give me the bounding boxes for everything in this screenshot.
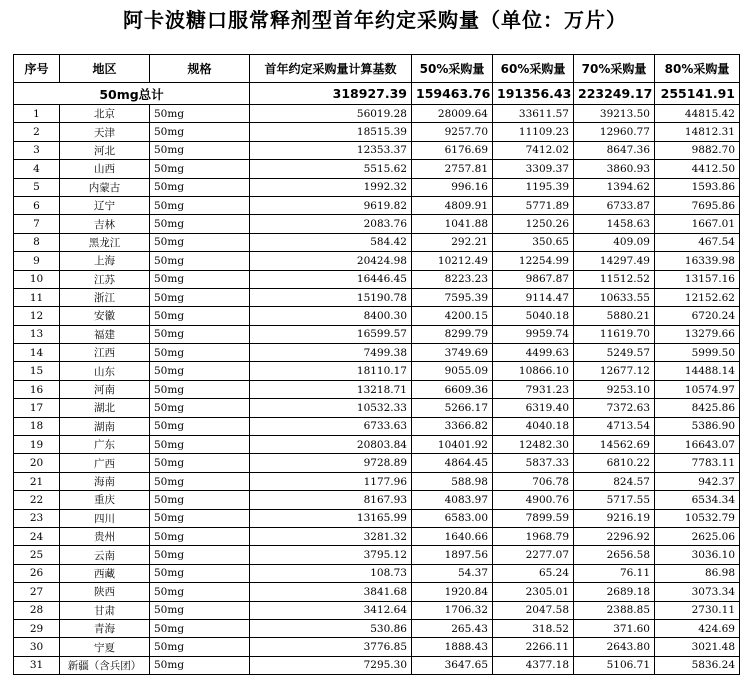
cell-index: 27 bbox=[14, 583, 60, 601]
cell-region: 江西 bbox=[60, 344, 150, 362]
cell-region: 湖北 bbox=[60, 399, 150, 417]
table-row bbox=[14, 288, 740, 306]
cell-spec: 50mg bbox=[150, 233, 250, 251]
cell-region: 湖南 bbox=[60, 417, 150, 435]
cell-80-percent: 424.69 bbox=[655, 619, 740, 637]
cell-50-percent: 996.16 bbox=[412, 178, 493, 196]
cell-70-percent: 3860.93 bbox=[574, 160, 655, 178]
cell-80-percent: 2730.11 bbox=[655, 601, 740, 619]
header-80-percent: 80%采购量 bbox=[655, 55, 740, 83]
table-row bbox=[14, 380, 740, 398]
cell-region: 福建 bbox=[60, 325, 150, 343]
table-row bbox=[14, 583, 740, 601]
cell-70-percent: 7372.63 bbox=[574, 399, 655, 417]
cell-region: 陕西 bbox=[60, 583, 150, 601]
cell-80-percent: 1667.01 bbox=[655, 215, 740, 233]
cell-index: 28 bbox=[14, 601, 60, 619]
cell-60-percent: 10866.10 bbox=[493, 362, 574, 380]
total-80-percent: 255141.91 bbox=[655, 83, 740, 105]
cell-70-percent: 2689.18 bbox=[574, 583, 655, 601]
cell-spec: 50mg bbox=[150, 656, 250, 674]
cell-spec: 50mg bbox=[150, 270, 250, 288]
cell-60-percent: 2047.58 bbox=[493, 601, 574, 619]
cell-70-percent: 8647.36 bbox=[574, 141, 655, 159]
cell-60-percent: 11109.23 bbox=[493, 123, 574, 141]
cell-base-quantity: 9728.89 bbox=[250, 454, 412, 472]
cell-70-percent: 9253.10 bbox=[574, 380, 655, 398]
table-row bbox=[14, 509, 740, 527]
cell-70-percent: 2656.58 bbox=[574, 546, 655, 564]
cell-index: 6 bbox=[14, 196, 60, 214]
cell-80-percent: 4412.50 bbox=[655, 160, 740, 178]
table-row bbox=[14, 491, 740, 509]
cell-spec: 50mg bbox=[150, 252, 250, 270]
table-row bbox=[14, 233, 740, 251]
table-row bbox=[14, 307, 740, 325]
cell-region: 新疆（含兵团） bbox=[60, 656, 150, 674]
cell-60-percent: 4040.18 bbox=[493, 417, 574, 435]
cell-spec: 50mg bbox=[150, 399, 250, 417]
cell-60-percent: 318.52 bbox=[493, 619, 574, 637]
cell-base-quantity: 6733.63 bbox=[250, 417, 412, 435]
table-row bbox=[14, 123, 740, 141]
cell-region: 河南 bbox=[60, 380, 150, 398]
cell-index: 9 bbox=[14, 252, 60, 270]
cell-60-percent: 33611.57 bbox=[493, 105, 574, 123]
total-70-percent: 223249.17 bbox=[574, 83, 655, 105]
cell-80-percent: 14488.14 bbox=[655, 362, 740, 380]
cell-80-percent: 3021.48 bbox=[655, 638, 740, 656]
cell-70-percent: 39213.50 bbox=[574, 105, 655, 123]
cell-index: 17 bbox=[14, 399, 60, 417]
cell-region: 重庆 bbox=[60, 491, 150, 509]
cell-70-percent: 2388.85 bbox=[574, 601, 655, 619]
cell-80-percent: 6720.24 bbox=[655, 307, 740, 325]
header-spec: 规格 bbox=[150, 55, 250, 83]
cell-spec: 50mg bbox=[150, 583, 250, 601]
cell-index: 1 bbox=[14, 105, 60, 123]
cell-80-percent: 3036.10 bbox=[655, 546, 740, 564]
table-row bbox=[14, 178, 740, 196]
cell-50-percent: 8299.79 bbox=[412, 325, 493, 343]
cell-spec: 50mg bbox=[150, 196, 250, 214]
cell-spec: 50mg bbox=[150, 380, 250, 398]
cell-60-percent: 1195.39 bbox=[493, 178, 574, 196]
cell-70-percent: 11619.70 bbox=[574, 325, 655, 343]
cell-50-percent: 5266.17 bbox=[412, 399, 493, 417]
total-60-percent: 191356.43 bbox=[493, 83, 574, 105]
table-row bbox=[14, 638, 740, 656]
cell-50-percent: 1897.56 bbox=[412, 546, 493, 564]
header-index: 序号 bbox=[14, 55, 60, 83]
cell-region: 山西 bbox=[60, 160, 150, 178]
table-row bbox=[14, 619, 740, 637]
cell-region: 天津 bbox=[60, 123, 150, 141]
cell-70-percent: 9216.19 bbox=[574, 509, 655, 527]
cell-70-percent: 824.57 bbox=[574, 472, 655, 490]
table-row bbox=[14, 454, 740, 472]
cell-70-percent: 6810.22 bbox=[574, 454, 655, 472]
cell-50-percent: 6583.00 bbox=[412, 509, 493, 527]
table-row bbox=[14, 436, 740, 454]
header-base-quantity: 首年约定采购量计算基数 bbox=[250, 55, 412, 83]
header-60-percent: 60%采购量 bbox=[493, 55, 574, 83]
cell-70-percent: 5880.21 bbox=[574, 307, 655, 325]
cell-index: 2 bbox=[14, 123, 60, 141]
cell-80-percent: 3073.34 bbox=[655, 583, 740, 601]
table-row bbox=[14, 527, 740, 545]
cell-index: 18 bbox=[14, 417, 60, 435]
cell-index: 20 bbox=[14, 454, 60, 472]
table-row bbox=[14, 105, 740, 123]
cell-60-percent: 5771.89 bbox=[493, 196, 574, 214]
cell-index: 12 bbox=[14, 307, 60, 325]
cell-80-percent: 14812.31 bbox=[655, 123, 740, 141]
table-row bbox=[14, 141, 740, 159]
cell-index: 5 bbox=[14, 178, 60, 196]
cell-50-percent: 265.43 bbox=[412, 619, 493, 637]
cell-80-percent: 7783.11 bbox=[655, 454, 740, 472]
cell-index: 26 bbox=[14, 564, 60, 582]
cell-50-percent: 2757.81 bbox=[412, 160, 493, 178]
cell-index: 22 bbox=[14, 491, 60, 509]
cell-80-percent: 10574.97 bbox=[655, 380, 740, 398]
cell-base-quantity: 8167.93 bbox=[250, 491, 412, 509]
cell-region: 辽宁 bbox=[60, 196, 150, 214]
cell-50-percent: 1640.66 bbox=[412, 527, 493, 545]
cell-50-percent: 9257.70 bbox=[412, 123, 493, 141]
cell-index: 30 bbox=[14, 638, 60, 656]
cell-80-percent: 942.37 bbox=[655, 472, 740, 490]
cell-80-percent: 86.98 bbox=[655, 564, 740, 582]
cell-spec: 50mg bbox=[150, 509, 250, 527]
total-base-quantity: 318927.39 bbox=[250, 83, 412, 105]
cell-region: 宁夏 bbox=[60, 638, 150, 656]
cell-50-percent: 3647.65 bbox=[412, 656, 493, 674]
cell-base-quantity: 18110.17 bbox=[250, 362, 412, 380]
cell-50-percent: 588.98 bbox=[412, 472, 493, 490]
table-row bbox=[14, 546, 740, 564]
cell-70-percent: 76.11 bbox=[574, 564, 655, 582]
cell-80-percent: 13279.66 bbox=[655, 325, 740, 343]
cell-spec: 50mg bbox=[150, 160, 250, 178]
cell-base-quantity: 3412.64 bbox=[250, 601, 412, 619]
cell-spec: 50mg bbox=[150, 288, 250, 306]
cell-50-percent: 10401.92 bbox=[412, 436, 493, 454]
cell-spec: 50mg bbox=[150, 178, 250, 196]
cell-index: 14 bbox=[14, 344, 60, 362]
cell-spec: 50mg bbox=[150, 436, 250, 454]
table-row bbox=[14, 472, 740, 490]
cell-spec: 50mg bbox=[150, 325, 250, 343]
cell-index: 16 bbox=[14, 380, 60, 398]
cell-region: 山东 bbox=[60, 362, 150, 380]
cell-base-quantity: 20803.84 bbox=[250, 436, 412, 454]
cell-50-percent: 1041.88 bbox=[412, 215, 493, 233]
cell-base-quantity: 1992.32 bbox=[250, 178, 412, 196]
cell-region: 云南 bbox=[60, 546, 150, 564]
cell-index: 4 bbox=[14, 160, 60, 178]
cell-spec: 50mg bbox=[150, 105, 250, 123]
table-row bbox=[14, 564, 740, 582]
cell-70-percent: 2296.92 bbox=[574, 527, 655, 545]
cell-60-percent: 4900.76 bbox=[493, 491, 574, 509]
cell-spec: 50mg bbox=[150, 564, 250, 582]
cell-base-quantity: 2083.76 bbox=[250, 215, 412, 233]
cell-base-quantity: 5515.62 bbox=[250, 160, 412, 178]
cell-60-percent: 6319.40 bbox=[493, 399, 574, 417]
cell-50-percent: 292.21 bbox=[412, 233, 493, 251]
cell-50-percent: 4083.97 bbox=[412, 491, 493, 509]
cell-base-quantity: 3776.85 bbox=[250, 638, 412, 656]
cell-region: 江苏 bbox=[60, 270, 150, 288]
cell-index: 24 bbox=[14, 527, 60, 545]
cell-region: 上海 bbox=[60, 252, 150, 270]
header-70-percent: 70%采购量 bbox=[574, 55, 655, 83]
cell-70-percent: 1458.63 bbox=[574, 215, 655, 233]
cell-80-percent: 16339.98 bbox=[655, 252, 740, 270]
cell-60-percent: 5837.33 bbox=[493, 454, 574, 472]
cell-80-percent: 13157.16 bbox=[655, 270, 740, 288]
cell-index: 19 bbox=[14, 436, 60, 454]
cell-80-percent: 2625.06 bbox=[655, 527, 740, 545]
cell-base-quantity: 13218.71 bbox=[250, 380, 412, 398]
cell-index: 15 bbox=[14, 362, 60, 380]
cell-70-percent: 6733.87 bbox=[574, 196, 655, 214]
cell-50-percent: 4200.15 bbox=[412, 307, 493, 325]
cell-60-percent: 9867.87 bbox=[493, 270, 574, 288]
cell-60-percent: 12482.30 bbox=[493, 436, 574, 454]
table-row bbox=[14, 160, 740, 178]
table-row bbox=[14, 196, 740, 214]
cell-base-quantity: 15190.78 bbox=[250, 288, 412, 306]
cell-spec: 50mg bbox=[150, 601, 250, 619]
cell-base-quantity: 18515.39 bbox=[250, 123, 412, 141]
cell-60-percent: 2266.11 bbox=[493, 638, 574, 656]
cell-spec: 50mg bbox=[150, 141, 250, 159]
cell-spec: 50mg bbox=[150, 491, 250, 509]
cell-region: 安徽 bbox=[60, 307, 150, 325]
cell-50-percent: 4809.91 bbox=[412, 196, 493, 214]
cell-60-percent: 9114.47 bbox=[493, 288, 574, 306]
cell-80-percent: 467.54 bbox=[655, 233, 740, 251]
cell-base-quantity: 530.86 bbox=[250, 619, 412, 637]
cell-50-percent: 6609.36 bbox=[412, 380, 493, 398]
cell-spec: 50mg bbox=[150, 454, 250, 472]
cell-50-percent: 9055.09 bbox=[412, 362, 493, 380]
cell-70-percent: 409.09 bbox=[574, 233, 655, 251]
cell-60-percent: 1250.26 bbox=[493, 215, 574, 233]
cell-70-percent: 1394.62 bbox=[574, 178, 655, 196]
table-row bbox=[14, 344, 740, 362]
cell-70-percent: 5717.55 bbox=[574, 491, 655, 509]
cell-base-quantity: 7499.38 bbox=[250, 344, 412, 362]
cell-region: 广西 bbox=[60, 454, 150, 472]
cell-index: 25 bbox=[14, 546, 60, 564]
cell-50-percent: 7595.39 bbox=[412, 288, 493, 306]
page-title: 阿卡波糖口服常释剂型首年约定采购量（单位：万片） bbox=[123, 8, 627, 32]
total-label: 50mg总计 bbox=[14, 83, 250, 105]
cell-70-percent: 12960.77 bbox=[574, 123, 655, 141]
cell-60-percent: 65.24 bbox=[493, 564, 574, 582]
cell-region: 北京 bbox=[60, 105, 150, 123]
cell-50-percent: 1888.43 bbox=[412, 638, 493, 656]
cell-70-percent: 14562.69 bbox=[574, 436, 655, 454]
cell-70-percent: 371.60 bbox=[574, 619, 655, 637]
table-body bbox=[14, 105, 740, 675]
cell-spec: 50mg bbox=[150, 417, 250, 435]
procurement-table bbox=[13, 54, 740, 675]
cell-50-percent: 54.37 bbox=[412, 564, 493, 582]
cell-index: 13 bbox=[14, 325, 60, 343]
cell-base-quantity: 3281.32 bbox=[250, 527, 412, 545]
cell-60-percent: 3309.37 bbox=[493, 160, 574, 178]
cell-base-quantity: 13165.99 bbox=[250, 509, 412, 527]
cell-80-percent: 9882.70 bbox=[655, 141, 740, 159]
cell-60-percent: 350.65 bbox=[493, 233, 574, 251]
cell-base-quantity: 16446.45 bbox=[250, 270, 412, 288]
cell-spec: 50mg bbox=[150, 362, 250, 380]
cell-60-percent: 4377.18 bbox=[493, 656, 574, 674]
cell-60-percent: 9959.74 bbox=[493, 325, 574, 343]
cell-70-percent: 5106.71 bbox=[574, 656, 655, 674]
cell-base-quantity: 108.73 bbox=[250, 564, 412, 582]
cell-region: 青海 bbox=[60, 619, 150, 637]
cell-spec: 50mg bbox=[150, 527, 250, 545]
total-50-percent: 159463.76 bbox=[412, 83, 493, 105]
cell-60-percent: 4499.63 bbox=[493, 344, 574, 362]
cell-60-percent: 2277.07 bbox=[493, 546, 574, 564]
cell-70-percent: 11512.52 bbox=[574, 270, 655, 288]
table-row bbox=[14, 656, 740, 674]
table-row bbox=[14, 362, 740, 380]
cell-base-quantity: 8400.30 bbox=[250, 307, 412, 325]
cell-region: 贵州 bbox=[60, 527, 150, 545]
cell-70-percent: 5249.57 bbox=[574, 344, 655, 362]
cell-region: 河北 bbox=[60, 141, 150, 159]
cell-80-percent: 16643.07 bbox=[655, 436, 740, 454]
table-row bbox=[14, 601, 740, 619]
cell-50-percent: 1920.84 bbox=[412, 583, 493, 601]
cell-region: 内蒙古 bbox=[60, 178, 150, 196]
cell-80-percent: 5836.24 bbox=[655, 656, 740, 674]
cell-80-percent: 8425.86 bbox=[655, 399, 740, 417]
cell-50-percent: 6176.69 bbox=[412, 141, 493, 159]
total-row bbox=[14, 83, 740, 105]
table-row bbox=[14, 325, 740, 343]
cell-base-quantity: 584.42 bbox=[250, 233, 412, 251]
header-region: 地区 bbox=[60, 55, 150, 83]
cell-base-quantity: 20424.98 bbox=[250, 252, 412, 270]
cell-spec: 50mg bbox=[150, 546, 250, 564]
cell-spec: 50mg bbox=[150, 472, 250, 490]
cell-spec: 50mg bbox=[150, 619, 250, 637]
cell-50-percent: 1706.32 bbox=[412, 601, 493, 619]
header-50-percent: 50%采购量 bbox=[412, 55, 493, 83]
cell-base-quantity: 16599.57 bbox=[250, 325, 412, 343]
cell-80-percent: 12152.62 bbox=[655, 288, 740, 306]
header-row bbox=[14, 55, 740, 83]
table-row bbox=[14, 215, 740, 233]
cell-spec: 50mg bbox=[150, 344, 250, 362]
table-row bbox=[14, 417, 740, 435]
cell-80-percent: 1593.86 bbox=[655, 178, 740, 196]
table-row bbox=[14, 399, 740, 417]
cell-80-percent: 6534.34 bbox=[655, 491, 740, 509]
cell-70-percent: 14297.49 bbox=[574, 252, 655, 270]
cell-region: 西藏 bbox=[60, 564, 150, 582]
cell-base-quantity: 10532.33 bbox=[250, 399, 412, 417]
cell-60-percent: 5040.18 bbox=[493, 307, 574, 325]
cell-50-percent: 4864.45 bbox=[412, 454, 493, 472]
cell-region: 广东 bbox=[60, 436, 150, 454]
cell-base-quantity: 12353.37 bbox=[250, 141, 412, 159]
cell-index: 23 bbox=[14, 509, 60, 527]
cell-70-percent: 10633.55 bbox=[574, 288, 655, 306]
cell-50-percent: 8223.23 bbox=[412, 270, 493, 288]
cell-base-quantity: 7295.30 bbox=[250, 656, 412, 674]
cell-index: 3 bbox=[14, 141, 60, 159]
cell-80-percent: 7695.86 bbox=[655, 196, 740, 214]
table-row bbox=[14, 270, 740, 288]
cell-spec: 50mg bbox=[150, 638, 250, 656]
cell-50-percent: 10212.49 bbox=[412, 252, 493, 270]
cell-60-percent: 7931.23 bbox=[493, 380, 574, 398]
cell-spec: 50mg bbox=[150, 307, 250, 325]
cell-base-quantity: 9619.82 bbox=[250, 196, 412, 214]
cell-spec: 50mg bbox=[150, 123, 250, 141]
cell-70-percent: 12677.12 bbox=[574, 362, 655, 380]
cell-60-percent: 7412.02 bbox=[493, 141, 574, 159]
cell-50-percent: 28009.64 bbox=[412, 105, 493, 123]
cell-70-percent: 4713.54 bbox=[574, 417, 655, 435]
cell-spec: 50mg bbox=[150, 215, 250, 233]
cell-index: 8 bbox=[14, 233, 60, 251]
cell-80-percent: 5999.50 bbox=[655, 344, 740, 362]
table-row bbox=[14, 252, 740, 270]
cell-region: 浙江 bbox=[60, 288, 150, 306]
cell-60-percent: 1968.79 bbox=[493, 527, 574, 545]
cell-60-percent: 7899.59 bbox=[493, 509, 574, 527]
cell-60-percent: 706.78 bbox=[493, 472, 574, 490]
cell-60-percent: 2305.01 bbox=[493, 583, 574, 601]
cell-base-quantity: 3841.68 bbox=[250, 583, 412, 601]
cell-base-quantity: 3795.12 bbox=[250, 546, 412, 564]
cell-base-quantity: 56019.28 bbox=[250, 105, 412, 123]
cell-base-quantity: 1177.96 bbox=[250, 472, 412, 490]
cell-50-percent: 3749.69 bbox=[412, 344, 493, 362]
cell-region: 吉林 bbox=[60, 215, 150, 233]
cell-index: 7 bbox=[14, 215, 60, 233]
cell-region: 四川 bbox=[60, 509, 150, 527]
cell-index: 10 bbox=[14, 270, 60, 288]
cell-60-percent: 12254.99 bbox=[493, 252, 574, 270]
cell-index: 31 bbox=[14, 656, 60, 674]
cell-region: 黑龙江 bbox=[60, 233, 150, 251]
cell-80-percent: 44815.42 bbox=[655, 105, 740, 123]
cell-80-percent: 5386.90 bbox=[655, 417, 740, 435]
cell-70-percent: 2643.80 bbox=[574, 638, 655, 656]
cell-index: 29 bbox=[14, 619, 60, 637]
cell-index: 21 bbox=[14, 472, 60, 490]
cell-80-percent: 10532.79 bbox=[655, 509, 740, 527]
cell-index: 11 bbox=[14, 288, 60, 306]
cell-region: 海南 bbox=[60, 472, 150, 490]
cell-50-percent: 3366.82 bbox=[412, 417, 493, 435]
cell-region: 甘肃 bbox=[60, 601, 150, 619]
